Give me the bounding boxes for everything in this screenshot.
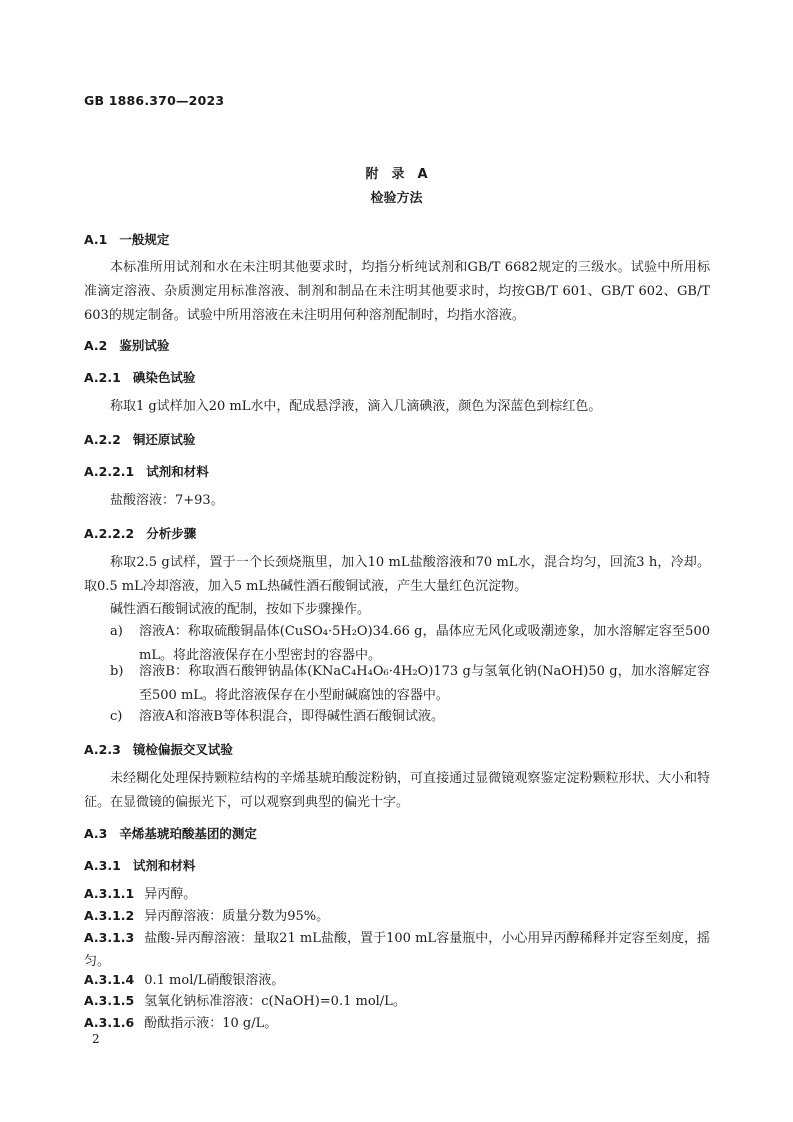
section-heading-a222 <box>84 524 196 542</box>
section-number: A.2.2 <box>84 432 121 447</box>
paragraph-a221: 盐酸溶液：7+93。 <box>110 493 224 508</box>
reagent-text: 酚酞指示液：10 g/L。 <box>144 1016 278 1031</box>
section-number: A.3.1 <box>84 858 121 873</box>
section-title: 鉴别试验 <box>119 338 170 353</box>
section-number: A.2.3 <box>84 742 121 757</box>
section-heading-a1 <box>84 230 169 248</box>
reagent-item <box>84 1011 710 1035</box>
list-item-text: 溶液A和溶液B等体积混合，即得碱性酒石酸铜试液。 <box>139 709 444 724</box>
section-number: A.1 <box>84 232 108 247</box>
section-number: A.2.2.2 <box>84 526 135 541</box>
section-number: A.2.1 <box>84 370 121 385</box>
section-heading-a221 <box>84 462 209 480</box>
section-heading-a2 <box>84 336 169 354</box>
section-number: A.2 <box>84 338 108 353</box>
reagent-text: 异丙醇溶液：质量分数为95%。 <box>144 909 330 924</box>
reagent-item <box>84 989 710 1013</box>
list-item-label: c) <box>110 709 123 724</box>
section-heading-a22 <box>84 430 195 448</box>
section-title: 一般规定 <box>119 232 170 247</box>
paragraph-a21: 称取1 g试样加入20 mL水中，配成悬浮液，滴入几滴碘液，颜色为深蓝色到棕红色。 <box>110 399 602 414</box>
paragraph-a23: 未经糊化处理保持颗粒结构的辛烯基琥珀酸淀粉钠，可直接通过显微镜观察鉴定淀粉颗粒形状、大小和特征。在显微镜的偏振光下，可以观察到典型的偏光十字。 <box>84 771 710 810</box>
section-heading-a31 <box>84 856 195 874</box>
list-item-label: b) <box>110 664 124 679</box>
reagent-text: 盐酸-异丙醇溶液：量取21 mL盐酸，置于100 mL容量瓶中，小心用异丙醇稀释并定容至刻度，摇匀。 <box>84 931 710 969</box>
section-heading-a3 <box>84 824 257 842</box>
section-heading-a21 <box>84 368 195 386</box>
paragraph-a222: 称取2.5 g试样，置于一个长颈烧瓶里，加入10 mL盐酸溶液和70 mL水，混合均匀，回流3 h，冷却。取0.5 mL冷却溶液，加入5 mL热碱性酒石酸铜试液，产生大量红色沉淀物。 <box>84 555 710 594</box>
paragraph-a222-sub: 碱性酒石酸铜试液的配制，按如下步骤操作。 <box>110 602 371 617</box>
reagent-item <box>84 926 710 973</box>
reagent-number: A.3.1.4 <box>84 972 135 987</box>
section-title: 分析步骤 <box>146 526 197 541</box>
section-title: 碘染色试验 <box>132 370 196 385</box>
list-item-label: a) <box>110 624 123 639</box>
reagent-number: A.3.1.1 <box>84 886 135 901</box>
list-item <box>110 660 710 708</box>
section-title: 试剂和材料 <box>132 858 196 873</box>
standard-code-header: GB 1886.370—2023 <box>84 93 225 108</box>
section-number: A.3 <box>84 826 108 841</box>
section-title: 铜还原试验 <box>132 432 196 447</box>
paragraph-a1: 本标准所用试剂和水在未注明其他要求时，均指分析纯试剂和GB/T 6682规定的三级水。试验中所用标准滴定溶液、杂质测定用标准溶液、制剂和制品在未注明其他要求时，均按GB/T 601、GB/T 602、GB/T 603的规定制备。试验中所用溶液在未注明用何种溶剂配制时，均指水溶液。 <box>84 260 710 323</box>
section-title: 试剂和材料 <box>146 464 209 479</box>
list-item-text: 溶液A：称取硫酸铜晶体(CuSO₄·5H₂O)34.66 g，晶体应无风化或吸潮迹象，加水溶解定容至500 mL。将此溶液保存在小型密封的容器中。 <box>139 624 710 663</box>
reagent-item <box>84 904 710 928</box>
reagent-item <box>84 882 710 906</box>
page-number: 2 <box>92 1032 100 1046</box>
reagent-text: 异丙醇。 <box>144 887 197 902</box>
reagent-number: A.3.1.5 <box>84 993 135 1008</box>
reagent-number: A.3.1.3 <box>84 930 135 945</box>
section-title: 镜检偏振交叉试验 <box>132 742 233 757</box>
reagent-text: 0.1 mol/L硝酸银溶液。 <box>144 973 285 988</box>
reagent-number: A.3.1.2 <box>84 908 135 923</box>
reagent-text: 氢氧化钠标准溶液：c(NaOH)=0.1 mol/L。 <box>144 994 406 1009</box>
section-number: A.2.2.1 <box>84 464 135 479</box>
appendix-title: 检验方法 <box>370 191 423 206</box>
list-item <box>110 705 710 729</box>
section-title: 辛烯基琥珀酸基团的测定 <box>119 826 257 841</box>
list-item-text: 溶液B：称取酒石酸钾钠晶体(KNaC₄H₄O₆·4H₂O)173 g与氢氧化钠(NaOH)50 g，加水溶解定容至500 mL。将此溶液保存在小型耐碱腐蚀的容器中。 <box>139 664 710 703</box>
reagent-number: A.3.1.6 <box>84 1015 135 1030</box>
section-heading-a23 <box>84 740 233 758</box>
appendix-label: 附 录 A <box>365 167 428 182</box>
